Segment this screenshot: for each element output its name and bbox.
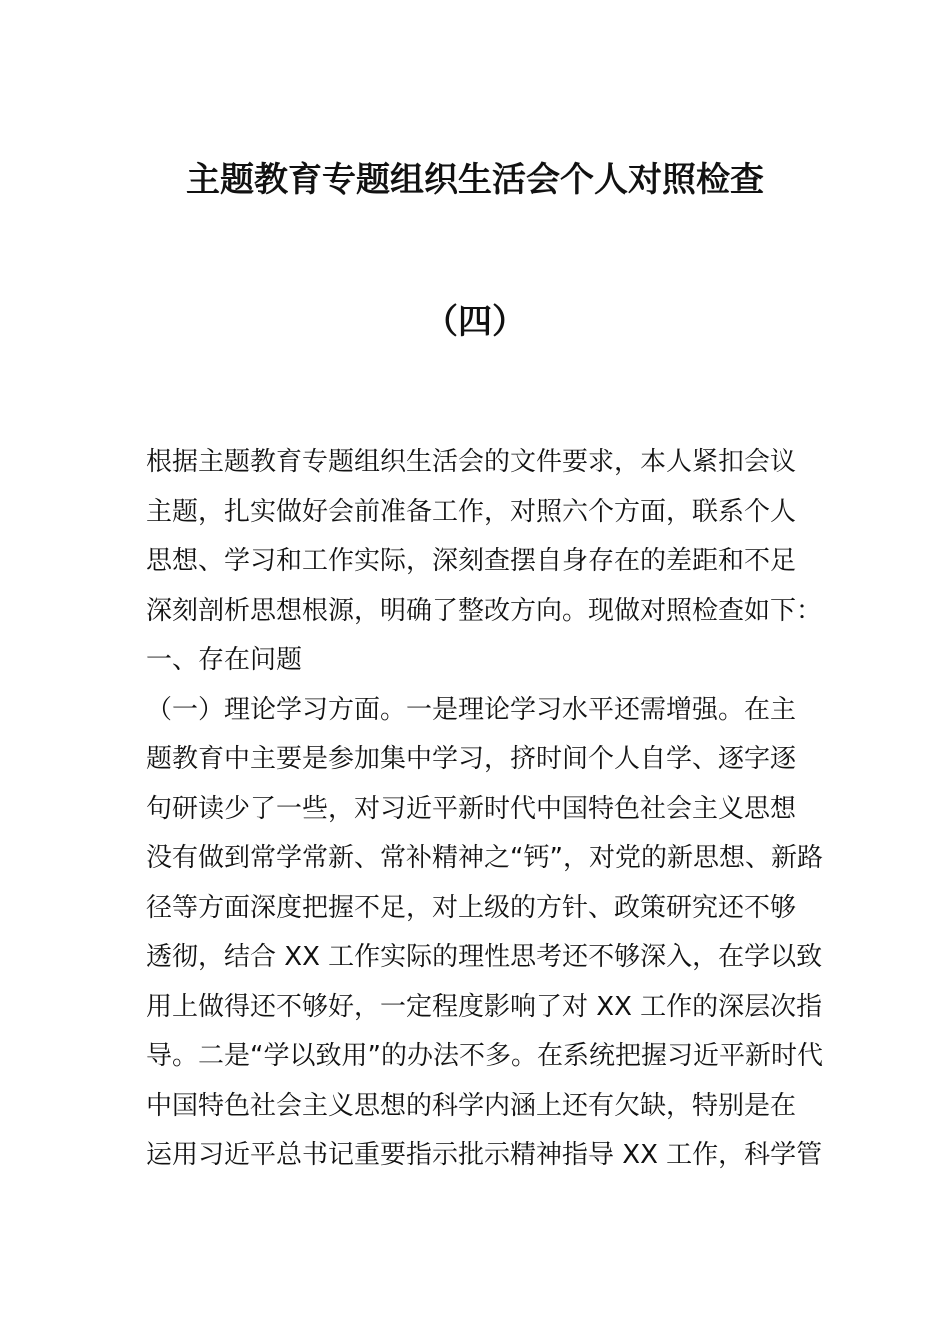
body-line: 根据主题教育专题组织生活会的文件要求，本人紧扣会议 <box>146 447 797 477</box>
body-line: 导。二是“学以致用”的办法不多。在系统把握习近平新时代 <box>146 1041 823 1071</box>
document-subtitle: （四） <box>424 302 526 342</box>
body-line: 运用习近平总书记重要指示批示精神指导 XX 工作，科学管 <box>146 1140 823 1170</box>
body-line: 没有做到常学常新、常补精神之“钙”，对党的新思想、新路 <box>146 843 823 873</box>
body-line: 句研读少了一些，对习近平新时代中国特色社会主义思想 <box>146 793 797 824</box>
body-line: 透彻，结合 XX 工作实际的理性思考还不够深入，在学以致 <box>146 942 823 972</box>
body-line: （一）理论学习方面。一是理论学习水平还需增强。在主 <box>146 694 797 725</box>
body-line: 径等方面深度把握不足，对上级的方针、政策研究还不够 <box>146 892 797 923</box>
section-heading: 一、存在问题 <box>146 645 303 675</box>
body-line: 主题，扎实做好会前准备工作，对照六个方面，联系个人 <box>146 496 797 527</box>
body-line: 用上做得还不够好，一定程度影响了对 XX 工作的深层次指 <box>146 991 823 1022</box>
body-line: 题教育中主要是参加集中学习，挤时间个人自学、逐字逐 <box>146 744 797 774</box>
body-line: 思想、学习和工作实际，深刻查摆自身存在的差距和不足 <box>146 546 797 576</box>
document-body <box>146 442 823 1185</box>
body-line: 深刻剖析思想根源，明确了整改方向。现做对照检查如下： <box>146 595 823 626</box>
body-line: 中国特色社会主义思想的科学内涵上还有欠缺，特别是在 <box>146 1090 797 1121</box>
document-title: 主题教育专题组织生活会个人对照检查 <box>186 160 764 200</box>
